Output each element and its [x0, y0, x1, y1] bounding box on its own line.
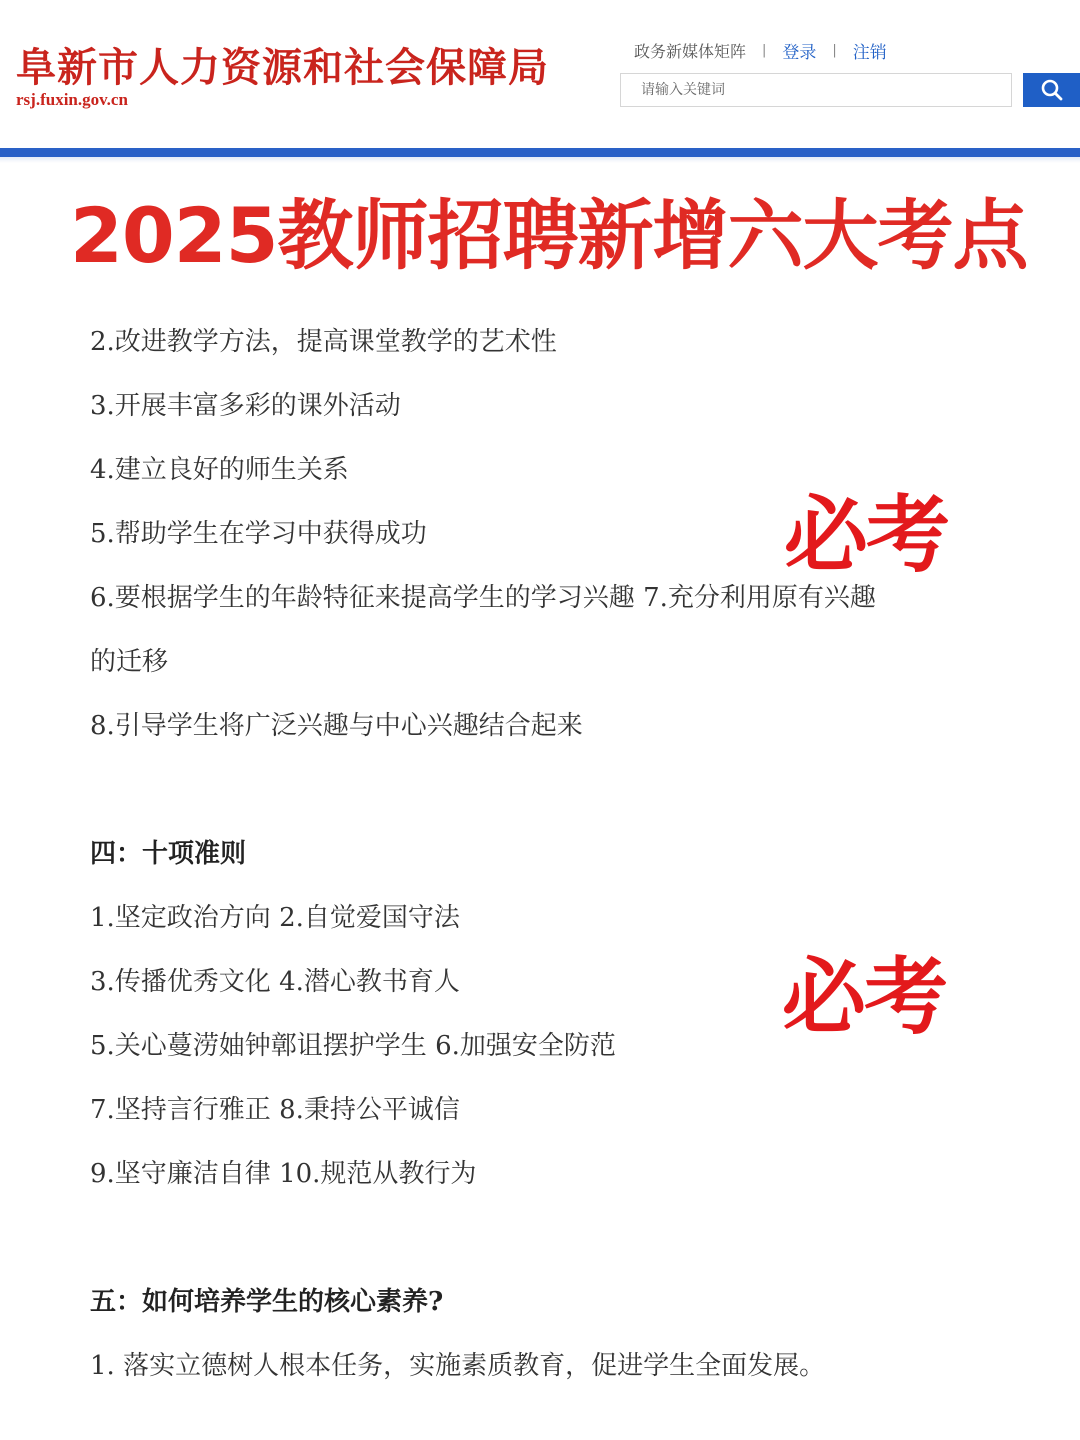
list-item: 的迁移: [90, 647, 169, 677]
list-item: 7.坚持言行雅正 8.秉持公平诚信: [90, 1095, 460, 1125]
section-heading: 四：十项准则: [90, 839, 247, 869]
site-header: [0, 0, 1080, 148]
banner-title: 2025教师招聘新增六大考点: [70, 191, 1028, 280]
search-input[interactable]: [621, 74, 1011, 106]
media-matrix-link[interactable]: 政务新媒体矩阵: [634, 42, 747, 61]
search-box: [620, 73, 1012, 107]
link-separator: |: [832, 43, 837, 58]
site-domain: rsj.fuxin.gov.cn: [16, 90, 128, 109]
login-link[interactable]: 登录: [782, 43, 817, 63]
list-item: 5.帮助学生在学习中获得成功: [90, 519, 427, 549]
must-test-stamp: 必考: [784, 486, 949, 584]
list-item: 2.改进教学方法，提高课堂教学的艺术性: [90, 327, 557, 357]
must-test-stamp: 必考: [782, 948, 947, 1046]
header-divider-shadow: [0, 157, 1080, 163]
list-item: 1.坚定政治方向 2.自觉爱国守法: [90, 903, 460, 933]
list-item: 8.引导学生将广泛兴趣与中心兴趣结合起来: [90, 711, 583, 741]
list-item: 5.关心蔓涝妯钟鄣诅摆护学生 6.加强安全防范: [90, 1031, 616, 1061]
list-item: 3.开展丰富多彩的课外活动: [90, 391, 401, 421]
header-divider-bar: [0, 148, 1080, 157]
link-separator: |: [762, 43, 767, 58]
site-title[interactable]: 阜新市人力资源和社会保障局: [16, 44, 549, 91]
list-item: 9.坚守廉洁自律 10.规范从教行为: [90, 1159, 477, 1189]
list-item: 4.建立良好的师生关系: [90, 455, 349, 485]
list-item: 1. 落实立德树人根本任务，实施素质教育，促进学生全面发展。: [90, 1351, 826, 1381]
list-item: 6.要根据学生的年龄特征来提高学生的学习兴趣 7.充分利用原有兴趣: [90, 583, 876, 613]
search-button[interactable]: [1023, 73, 1080, 107]
search-icon: [1040, 78, 1064, 102]
list-item: 3.传播优秀文化 4.潜心教书育人: [90, 967, 460, 997]
top-links: [634, 38, 887, 63]
section-heading: 五：如何培养学生的核心素养?: [90, 1287, 444, 1317]
logout-link[interactable]: 注销: [852, 43, 887, 63]
